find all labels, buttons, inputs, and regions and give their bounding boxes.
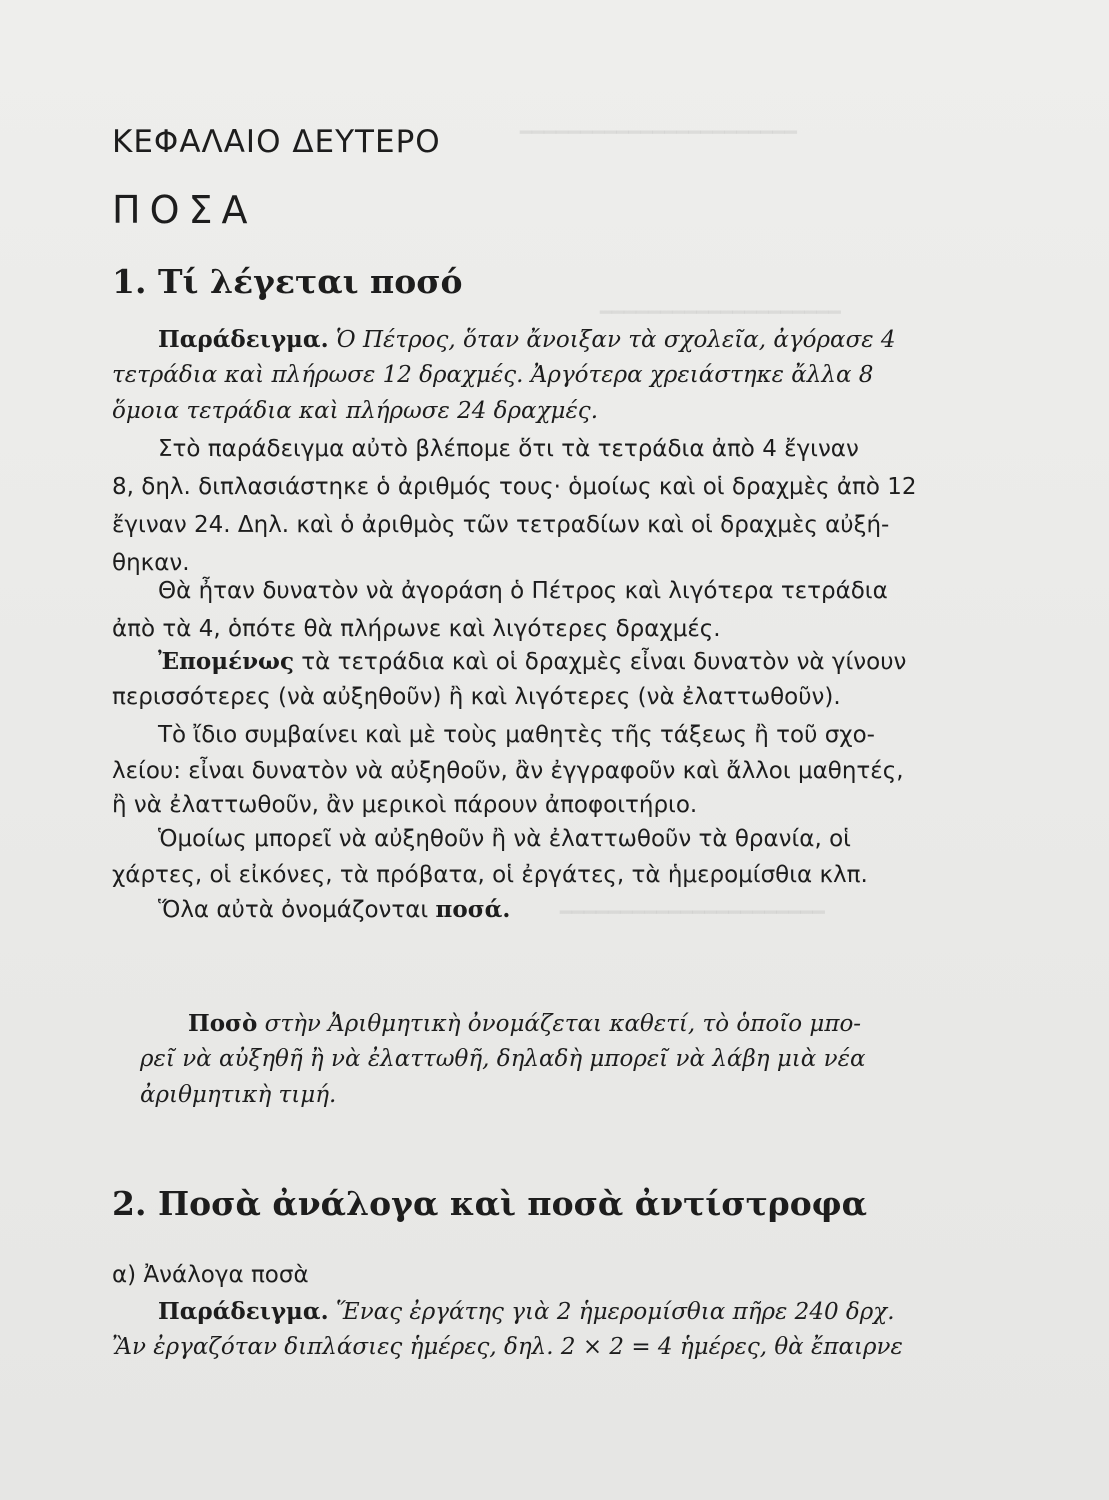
body-line: ἀπὸ τὰ 4, ὁπότε θὰ πλήρωνε καὶ λιγότερες δραχμές. [112, 616, 721, 642]
body-line: Θὰ ἦταν δυνατὸν νὰ ἀγοράση ὁ Πέτρος καὶ λιγότερα τετράδια [158, 578, 888, 604]
example-line: τετράδια καὶ πλήρωσε 12 δραχμές. Ἀργότερα χρειάστηκε ἄλλα 8 [112, 362, 874, 388]
example-text: Ἕνας ἐργάτης γιὰ 2 ἡμερομίσθια πῆρε 240 δρχ. [335, 1299, 895, 1325]
body-line [158, 896, 510, 923]
example-line: Ἂν ἐργαζόταν διπλάσιες ἡμέρες, δηλ. 2 × 2 = 4 ἡμέρες, θὰ ἔπαιρνε [112, 1334, 903, 1360]
definition-label: Ποσὸ [188, 1010, 258, 1037]
body-line: λείου: εἶναι δυνατὸν νὰ αὐξηθοῦν, ἂν ἐγγραφοῦν καὶ ἄλλοι μαθητές, [112, 758, 904, 784]
body-line: θηκαν. [112, 550, 190, 576]
body-line: ἔγιναν 24. Δηλ. καὶ ὁ ἀριθμὸς τῶν τετραδίων καὶ οἱ δραχμὲς αὐξή- [112, 512, 890, 538]
definition-line: ἀριθμητικὴ τιμή. [140, 1082, 337, 1108]
therefore-text: τὰ τετράδια καὶ οἱ δραχμὲς εἶναι δυνατὸν νὰ γίνουν [301, 649, 907, 675]
bleed-through-shadow: ━━━━━━━━━━━━━━━━━━━━ [600, 300, 841, 324]
body-line: περισσότερες (νὰ αὐξηθοῦν) ἢ καὶ λιγότερες (νὰ ἐλαττωθοῦν). [112, 684, 841, 710]
example-text: Ὁ Πέτρος, ὅταν ἄνοιξαν τὰ σχολεῖα, ἀγόρασε 4 [335, 327, 896, 353]
definition-text: στὴν Ἀριθμητικὴ ὀνομάζεται καθετί, τὸ ὁποῖο μπο- [264, 1011, 862, 1037]
therefore-label: Ἐπομένως [158, 648, 294, 675]
definition-line: ρεῖ νὰ αὐξηθῆ ἢ νὰ ἐλαττωθῆ, δηλαδὴ μπορεῖ νὰ λάβη μιὰ νέα [140, 1046, 866, 1072]
chapter-label: ΚΕΦΑΛΑΙΟ ΔΕΥΤΕΡΟ [112, 124, 441, 160]
body-line: Τὸ ἴδιο συμβαίνει καὶ μὲ τοὺς μαθητὲς τῆς τάξεως ἢ τοῦ σχο- [158, 722, 875, 748]
definition-line [188, 1010, 861, 1037]
example-label: Παράδειγμα. [158, 1298, 329, 1325]
chapter-title: ΠΟΣΑ [112, 188, 257, 232]
body-line: Ὁμοίως μπορεῖ νὰ αὐξηθοῦν ἢ νὰ ἐλαττωθοῦν τὰ θρανία, οἱ [158, 826, 851, 852]
all-these-bold: ποσά. [435, 896, 511, 923]
body-line: 8, δηλ. διπλασιάστηκε ὁ ἀριθμός τους· ὁμοίως καὶ οἱ δραχμὲς ἀπὸ 12 [112, 474, 917, 500]
bleed-through-shadow: ━━━━━━━━━━━━━━━━━━━━━━━ [520, 120, 797, 144]
section-2-heading: 2. Ποσὰ ἀνάλογα καὶ ποσὰ ἀντίστροφα [112, 1184, 868, 1223]
section-2-subheading: α) Ἀνάλογα ποσὰ [112, 1262, 309, 1288]
example-line [158, 1298, 895, 1325]
body-line: χάρτες, οἱ εἰκόνες, τὰ πρόβατα, οἱ ἐργάτες, τὰ ἡμερομίσθια κλπ. [112, 862, 868, 888]
body-line [158, 648, 906, 675]
all-these-text: Ὅλα αὐτὰ ὀνομάζονται [158, 897, 429, 923]
body-line: Στὸ παράδειγμα αὐτὸ βλέπομε ὅτι τὰ τετράδια ἀπὸ 4 ἔγιναν [158, 436, 859, 462]
section-1-heading: 1. Τί λέγεται ποσό [112, 262, 463, 301]
body-line: ἢ νὰ ἐλαττωθοῦν, ἂν μερικοὶ πάρουν ἀποφοιτήριο. [112, 792, 698, 818]
example-line: ὅμοια τετράδια καὶ πλήρωσε 24 δραχμές. [112, 398, 598, 424]
example-line [158, 326, 896, 353]
bleed-through-shadow: ━━━━━━━━━━━━━━━━━━━━━━ [560, 900, 825, 924]
example-label: Παράδειγμα. [158, 326, 329, 353]
